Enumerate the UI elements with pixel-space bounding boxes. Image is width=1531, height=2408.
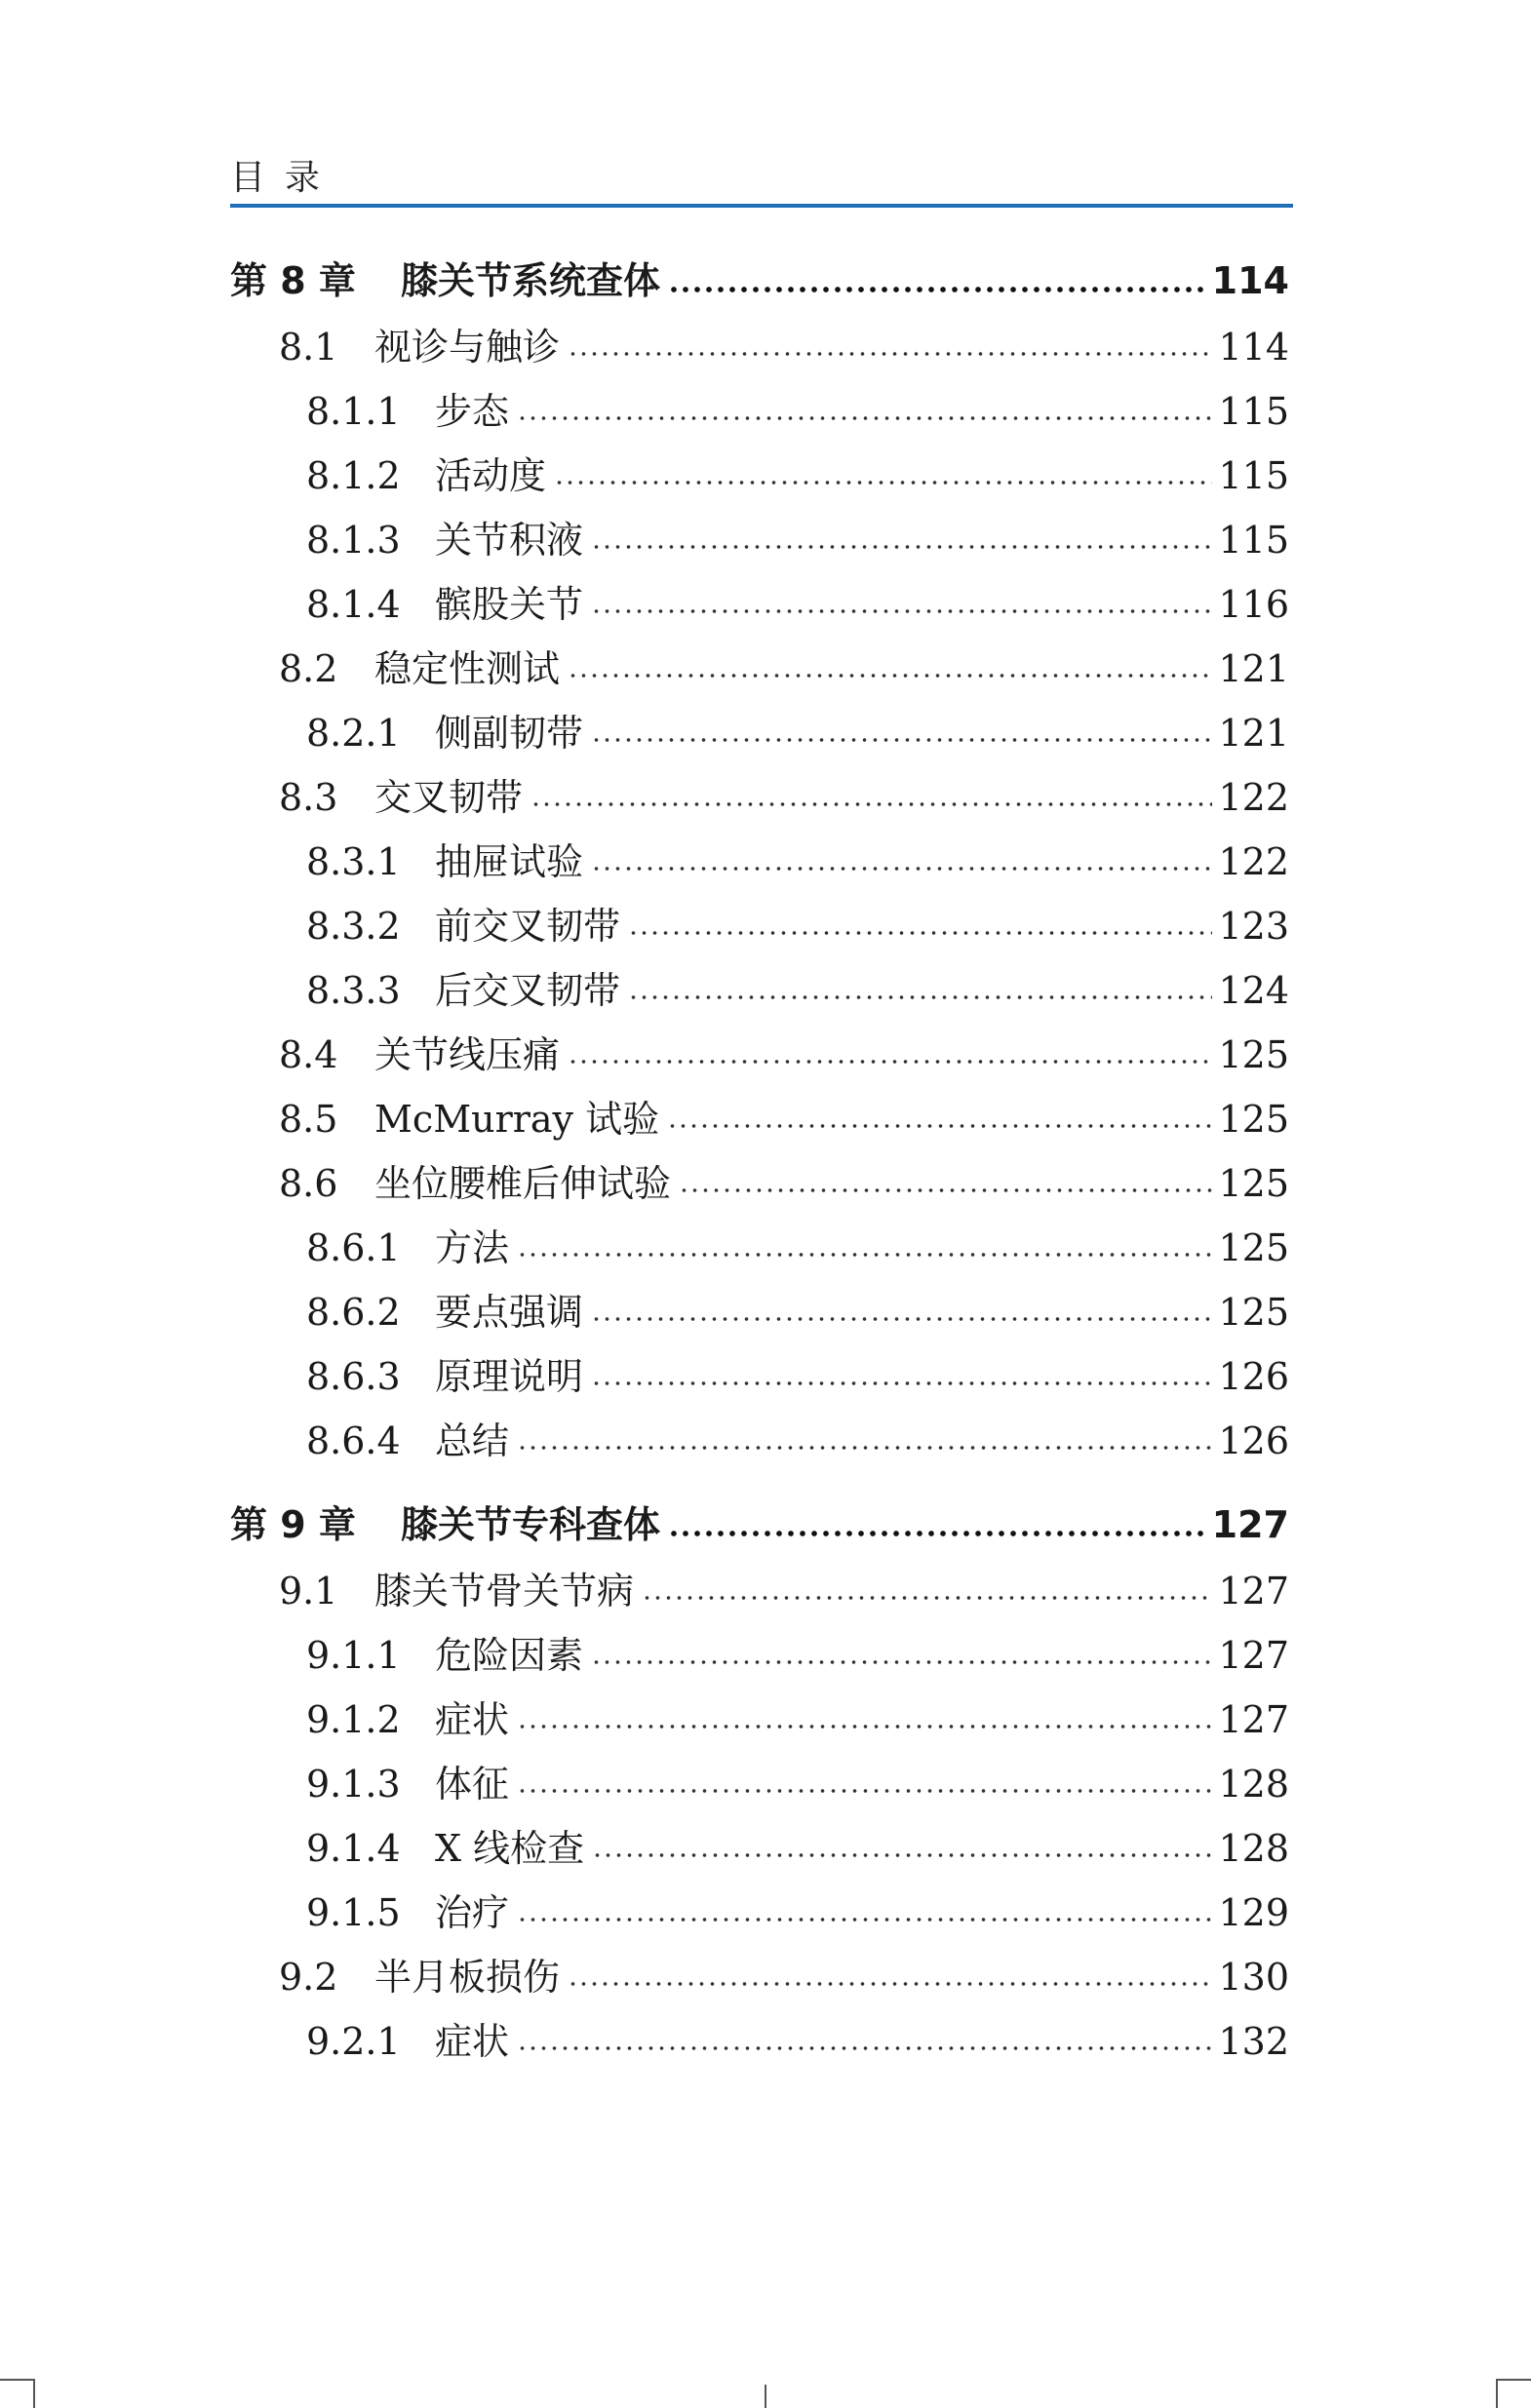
toc-page-number: 122 [1218,840,1289,883]
toc-leader-dots [568,1056,1212,1068]
toc-section[interactable] [230,637,1289,701]
toc-entry-title: 方法 [435,1226,510,1269]
toc-entry-title: 前交叉韧带 [435,905,621,948]
toc-entry-title: 原理说明 [435,1355,584,1398]
toc-leader-dots [591,1313,1212,1325]
toc-subsection[interactable] [230,1752,1289,1816]
toc-entry-title: 侧副韧带 [435,712,584,755]
toc-page-number: 127 [1218,1698,1289,1741]
toc-page-number: 126 [1218,1419,1289,1462]
toc-section[interactable] [230,765,1289,830]
toc-entry-title: 症状 [435,2020,510,2063]
toc-subsection[interactable] [230,1623,1289,1688]
crop-mark [765,2385,766,2408]
toc-section[interactable] [230,1945,1289,2009]
toc-page-number: 132 [1218,2020,1289,2063]
toc-entry-number: 8.4 [279,1033,338,1076]
toc-subsection[interactable] [230,2009,1289,2074]
toc-page-number: 125 [1218,1098,1289,1141]
toc-leader-dots [591,541,1212,553]
toc-chapter-heading[interactable] [230,1491,1289,1559]
toc-subsection[interactable] [230,508,1289,572]
toc-entry-number: 8.1 [279,326,338,369]
toc-leader-dots [517,412,1212,424]
toc-subsection[interactable] [230,444,1289,508]
toc-page-number: 129 [1218,1891,1289,1934]
toc-leader-dots [517,1442,1212,1454]
toc-leader-dots [591,1378,1212,1389]
toc-entry-number: 8.3.3 [306,969,401,1012]
toc-entry-title: 视诊与触诊 [374,326,561,369]
toc-page-number: 115 [1218,390,1289,433]
toc-entry-title: 半月板损伤 [374,1956,561,1999]
toc-entry-title: 症状 [435,1698,510,1741]
toc-section[interactable] [230,1087,1289,1151]
toc-leader-dots [568,670,1212,681]
toc-entry-title: 后交叉韧带 [435,969,621,1012]
toc-leader-dots [517,1249,1212,1261]
toc-leader-dots [591,734,1212,746]
toc-entry-number: 8.2 [279,647,338,690]
toc-entry-number: 9.2.1 [306,2020,401,2063]
toc-page-number: 127 [1218,1570,1289,1612]
toc-page-number: 127 [1211,1503,1289,1546]
toc-chapter-title: 膝关节系统查体 [401,259,661,302]
toc-page-number: 121 [1218,647,1289,690]
toc-entry-number: 8.1.3 [306,519,401,562]
toc-leader-dots [592,1849,1212,1861]
toc-entry-number: 8.1.4 [306,583,401,626]
toc-chapter-number: 第 9 章 [230,1503,356,1546]
toc-subsection[interactable] [230,1409,1289,1473]
toc-entry-title: 关节线压痛 [374,1033,561,1076]
toc-subsection[interactable] [230,1280,1289,1344]
toc-page-number: 116 [1218,583,1289,626]
toc-leader-dots [517,1914,1212,1925]
toc-leader-dots [517,1721,1212,1732]
crop-mark [1496,2379,1531,2381]
toc-chapter-number: 第 8 章 [230,259,356,302]
toc-entry-number: 9.1.1 [306,1634,401,1677]
toc-subsection[interactable] [230,1344,1289,1409]
toc-entry-title: 抽屉试验 [435,840,584,883]
toc-subsection[interactable] [230,1688,1289,1752]
toc-entry-number: 9.1.2 [306,1698,401,1741]
toc-entry-number: 8.3 [279,776,338,819]
toc-page-number: 124 [1218,969,1289,1012]
toc-page-number: 115 [1218,519,1289,562]
toc-entry-number: 8.6.4 [306,1419,401,1462]
toc-page-number: 125 [1218,1291,1289,1334]
toc-page-number: 128 [1218,1763,1289,1806]
toc-section[interactable] [230,1023,1289,1087]
toc-page-number: 114 [1218,326,1289,369]
toc-page-number: 115 [1218,454,1289,497]
toc-entry-number: 8.2.1 [306,712,401,755]
toc-entry-number: 8.6 [279,1162,338,1205]
toc-leader-dots [668,1528,1206,1539]
toc-entry-title: 危险因素 [435,1634,584,1677]
toc-subsection[interactable] [230,701,1289,765]
toc-entry-number: 9.1.5 [306,1891,401,1934]
page-header [230,146,1293,214]
table-of-contents [230,247,1289,2091]
toc-entry-title: X 线检查 [435,1827,585,1870]
toc-leader-dots [554,477,1212,488]
crop-mark [33,2379,35,2408]
toc-entry-number: 8.6.2 [306,1291,401,1334]
toc-entry-number: 8.3.1 [306,840,401,883]
toc-leader-dots [642,1592,1212,1604]
toc-leader-dots [668,284,1206,295]
toc-entry-title: 交叉韧带 [374,776,524,819]
toc-entry-number: 8.1.1 [306,390,401,433]
toc-leader-dots [591,1656,1212,1668]
toc-entry-number: 9.1.3 [306,1763,401,1806]
toc-leader-dots [667,1120,1212,1132]
toc-subsection[interactable] [230,958,1289,1023]
toc-entry-title: 稳定性测试 [374,647,561,690]
toc-entry-title: 膝关节骨关节病 [374,1570,635,1612]
toc-leader-dots [517,1785,1212,1797]
header-rule [230,204,1293,208]
toc-subsection[interactable] [230,894,1289,958]
toc-entry-title: 活动度 [435,454,547,497]
toc-chapter-heading[interactable] [230,247,1289,315]
toc-entry-title: McMurray 试验 [374,1098,660,1141]
toc-subsection[interactable] [230,1816,1289,1881]
toc-entry-title: 关节积液 [435,519,584,562]
toc-page-number: 121 [1218,712,1289,755]
toc-page-number: 125 [1218,1162,1289,1205]
toc-leader-dots [568,1978,1212,1990]
toc-subsection[interactable] [230,830,1289,894]
toc-subsection[interactable] [230,1881,1289,1945]
toc-entry-title: 髌股关节 [435,583,584,626]
toc-entry-number: 8.6.1 [306,1226,401,1269]
toc-page-number: 114 [1211,259,1289,302]
toc-page-number: 128 [1218,1827,1289,1870]
toc-entry-title: 治疗 [435,1891,510,1934]
toc-subsection[interactable] [230,572,1289,637]
crop-mark [1496,2379,1498,2408]
toc-chapter [230,247,1289,1473]
toc-entry-number: 9.2 [279,1956,338,1999]
toc-leader-dots [628,991,1212,1003]
toc-chapter [230,1491,1289,2074]
toc-entry-title: 步态 [435,390,510,433]
toc-section[interactable] [230,1559,1289,1623]
toc-page-number: 122 [1218,776,1289,819]
crop-mark [0,2379,35,2381]
toc-subsection[interactable] [230,379,1289,444]
toc-leader-dots [530,798,1212,810]
toc-leader-dots [628,927,1212,939]
toc-entry-number: 8.3.2 [306,905,401,948]
toc-entry-title: 坐位腰椎后伸试验 [374,1162,672,1205]
toc-leader-dots [679,1185,1212,1196]
toc-entry-number: 9.1 [279,1570,338,1612]
toc-subsection[interactable] [230,1216,1289,1280]
toc-entry-title: 总结 [435,1419,510,1462]
toc-leader-dots [591,863,1212,874]
toc-leader-dots [591,605,1212,617]
toc-leader-dots [517,2042,1212,2054]
toc-section[interactable] [230,315,1289,379]
toc-page-number: 126 [1218,1355,1289,1398]
toc-page-number: 127 [1218,1634,1289,1677]
toc-section[interactable] [230,1151,1289,1216]
toc-entry-title: 体征 [435,1763,510,1806]
toc-page-number: 125 [1218,1033,1289,1076]
toc-page-number: 125 [1218,1226,1289,1269]
toc-entry-number: 8.5 [279,1098,338,1141]
toc-page-number: 123 [1218,905,1289,948]
toc-entry-number: 8.1.2 [306,454,401,497]
page-title: 目录 [230,158,340,198]
toc-entry-number: 8.6.3 [306,1355,401,1398]
toc-leader-dots [568,348,1212,360]
toc-entry-number: 9.1.4 [306,1827,401,1870]
toc-page-number: 130 [1218,1956,1289,1999]
toc-entry-title: 要点强调 [435,1291,584,1334]
toc-chapter-title: 膝关节专科查体 [401,1503,661,1546]
